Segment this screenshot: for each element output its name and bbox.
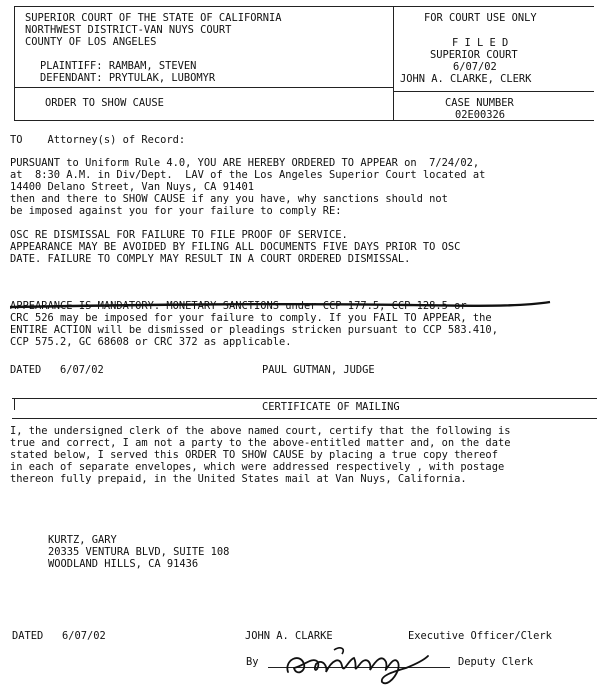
footer-dated-label: DATED xyxy=(12,630,44,642)
order-paragraph-line-1: PURSUANT to Uniform Rule 4.0, YOU ARE HEREBY ORDERED TO APPEAR on 7/24/02, xyxy=(10,157,480,169)
dated-value: 6/07/02 xyxy=(60,364,104,376)
plaintiff-line: PLAINTIFF: RAMBAM, STEVEN xyxy=(40,60,197,72)
filed-stamp-1: F I L E D xyxy=(452,37,509,49)
deputy-signature xyxy=(282,642,432,690)
filed-stamp-3: 6/07/02 xyxy=(453,61,497,73)
header-top-border xyxy=(14,6,594,7)
defendant-line: DEFENDANT: PRYTULAK, LUBOMYR xyxy=(40,72,216,84)
header-divider-vertical xyxy=(393,6,394,121)
dated-label: DATED xyxy=(10,364,42,376)
certificate-body-line-1: I, the undersigned clerk of the above named court, certify that the following is xyxy=(10,425,511,437)
certificate-body-line-2: true and correct, I am not a party to the above-entitled matter and, on the date xyxy=(10,437,511,449)
header-divider-horizontal xyxy=(14,87,394,88)
order-paragraph-line-5: be imposed against you for your failure to comply RE: xyxy=(10,205,342,217)
order-paragraph-line-3: 14400 Delano Street, Van Nuys, CA 91401 xyxy=(10,181,254,193)
certificate-top-rule xyxy=(12,398,597,399)
address-line-2: 20335 VENTURA BLVD, SUITE 108 xyxy=(48,546,230,558)
certificate-left-tick xyxy=(14,398,15,410)
case-divider-horizontal xyxy=(393,91,594,92)
clerk-name: JOHN A. CLARKE xyxy=(245,630,333,642)
osc-paragraph-line-3: DATE. FAILURE TO COMPLY MAY RESULT IN A COURT ORDERED DISMISSAL. xyxy=(10,253,411,265)
executive-officer-title: Executive Officer/Clerk xyxy=(408,630,552,642)
sanctions-paragraph-line-3: ENTIRE ACTION will be dismissed or pleadings stricken pursuant to CCP 583.410, xyxy=(10,324,498,336)
court-name-line-2: NORTHWEST DISTRICT-VAN NUYS COURT xyxy=(25,24,232,36)
court-use-label: FOR COURT USE ONLY xyxy=(424,12,537,24)
case-number-value: 02E00326 xyxy=(455,109,506,121)
judge-name: PAUL GUTMAN, JUDGE xyxy=(262,364,375,376)
case-number-label: CASE NUMBER xyxy=(445,97,514,109)
header-bottom-border xyxy=(14,120,594,121)
sanctions-paragraph-line-4: CCP 575.2, GC 68608 or CRC 372 as applicable. xyxy=(10,336,292,348)
certificate-title: CERTIFICATE OF MAILING xyxy=(262,401,400,413)
filed-stamp-2: SUPERIOR COURT xyxy=(430,49,518,61)
handwritten-strike-line xyxy=(8,298,553,312)
order-paragraph-line-2: at 8:30 A.M. in Div/Dept. LAV of the Los Angeles Superior Court located at xyxy=(10,169,486,181)
to-line: TO Attorney(s) of Record: xyxy=(10,134,186,146)
footer-dated-value: 6/07/02 xyxy=(62,630,106,642)
deputy-clerk-title: Deputy Clerk xyxy=(458,656,534,668)
court-name-line-1: SUPERIOR COURT OF THE STATE OF CALIFORNIA xyxy=(25,12,282,24)
court-name-line-3: COUNTY OF LOS ANGELES xyxy=(25,36,157,48)
certificate-body-line-3: stated below, I served this ORDER TO SHOW CAUSE by placing a true copy thereof xyxy=(10,449,498,461)
address-line-1: KURTZ, GARY xyxy=(48,534,117,546)
address-line-3: WOODLAND HILLS, CA 91436 xyxy=(48,558,199,570)
by-label: By xyxy=(246,656,259,668)
header-left-border xyxy=(14,6,15,121)
filed-stamp-4: JOHN A. CLARKE, CLERK xyxy=(400,73,532,85)
order-paragraph-line-4: then and there to SHOW CAUSE if any you have, why sanctions should not xyxy=(10,193,448,205)
certificate-body-line-5: thereon fully prepaid, in the United States mail at Van Nuys, California. xyxy=(10,473,467,485)
document-title: ORDER TO SHOW CAUSE xyxy=(45,97,164,109)
sanctions-paragraph-line-1: APPEARANCE IS MANDATORY. MONETARY SANCTIONS under CCP 177.5, CCP 128.5 or xyxy=(10,300,467,312)
certificate-body-line-4: in each of separate envelopes, which were addressed respectively , with postage xyxy=(10,461,505,473)
certificate-bottom-rule xyxy=(12,418,597,419)
osc-paragraph-line-1: OSC RE DISMISSAL FOR FAILURE TO FILE PROOF OF SERVICE. xyxy=(10,229,348,241)
osc-paragraph-line-2: APPEARANCE MAY BE AVOIDED BY FILING ALL DOCUMENTS FIVE DAYS PRIOR TO OSC xyxy=(10,241,461,253)
sanctions-paragraph-line-2: CRC 526 may be imposed for your failure to comply. If you FAIL TO APPEAR, the xyxy=(10,312,492,324)
